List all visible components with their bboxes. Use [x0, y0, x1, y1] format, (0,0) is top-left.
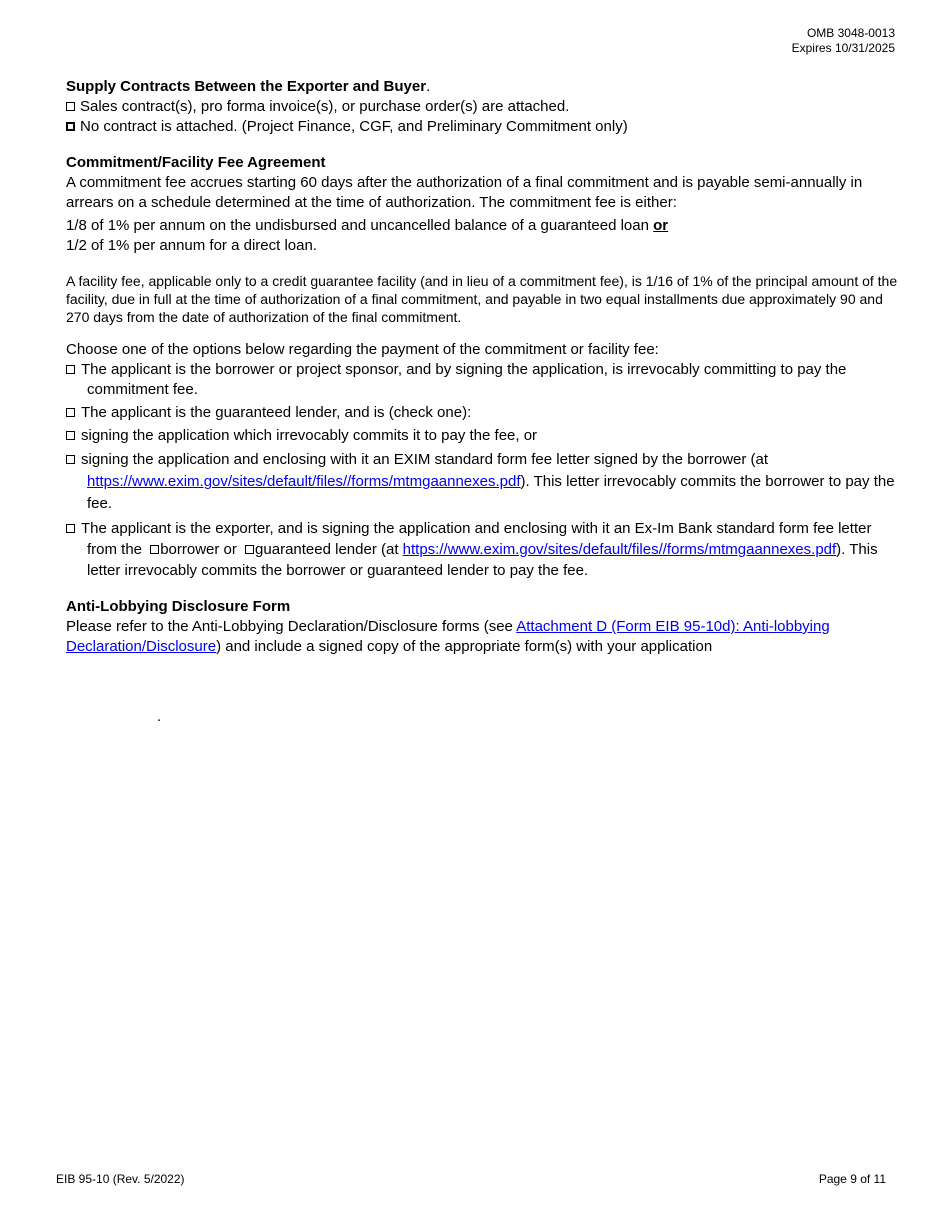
option-exporter[interactable]: The applicant is the exporter, and is signing the application and enclosing with it an Ex-Im Bank standard form fee letter from the borrower or guaranteed lender (at https://www.exim.gov/sites/default/files//forms/mtmgaannexes.pdf). This letter irrevocably commits the borrower or guaranteed lender to pay the fee. — [66, 518, 900, 581]
supply-option-attached[interactable]: Sales contract(s), pro forma invoice(s), or purchase order(s) are attached. — [66, 97, 900, 117]
exporter-fee-letter-link[interactable]: https://www.exim.gov/sites/default/files//forms/mtmgaannexes.pdf — [402, 541, 837, 558]
stray-dot: . — [157, 708, 162, 725]
option-enclose-fee-letter[interactable]: signing the application and enclosing with it an EXIM standard form fee letter signed by the borrower (at https://www.exim.gov/sites/default/files//forms/mtmgaannexes.pdf). This letter irrevocably commits the borrower to pay the fee. — [66, 449, 900, 515]
checkbox-icon[interactable] — [66, 431, 75, 440]
choose-option-text: Choose one of the options below regarding the payment of the commitment or facility fee: — [66, 341, 659, 358]
lobby-paragraph: Please refer to the Anti-Lobbying Declaration/Disclosure forms (see Attachment D (Form EIB 95-10d): Anti-lobbying Declaration/Disclosure) and include a signed copy of the appropriate form(s) with your application — [66, 618, 830, 655]
lobby-heading: Anti-Lobbying Disclosure Form — [66, 598, 291, 615]
checkbox-icon[interactable] — [66, 524, 75, 533]
fee-heading: Commitment/Facility Fee Agreement — [66, 154, 326, 171]
supply-section: Supply Contracts Between the Exporter and Buyer. — [66, 78, 431, 95]
omb-number: OMB 3048-0013 — [806, 26, 895, 40]
checkbox-icon[interactable] — [66, 122, 75, 131]
fee-paragraph: A commitment fee accrues starting 60 days after the authorization of a final commitment and is payable semi-annually in arrears on a schedule determined at the time of authorization. The commitment fee is either: — [66, 174, 863, 211]
fee-direct-loan-line: 1/2 of 1% per annum for a direct loan. — [66, 237, 317, 254]
facility-fee-paragraph: A facility fee, applicable only to a credit guarantee facility (and in lieu of a commitment fee), is 1/16 of 1% of the principal amount of the facility, due in full at the time of authorization of a final commitment, and payable in two equal installments due approximately 90 and 270 days from the date of authorization of the final commitment. — [66, 273, 898, 325]
option-guaranteed-lender[interactable]: The applicant is the guaranteed lender, and is (check one): — [66, 403, 900, 423]
anti-lobbying-link[interactable]: Attachment D (Form EIB 95-10d): Anti-lobbying Declaration/Disclosure — [66, 618, 830, 655]
expiration-date: Expires 10/31/2025 — [791, 41, 895, 55]
option-borrower[interactable]: The applicant is the borrower or project sponsor, and by signing the application, is irrevocably committing to pay the commitment fee. — [66, 360, 900, 400]
fee-letter-link[interactable]: https://www.exim.gov/sites/default/files//forms/mtmgaannexes.pdf — [87, 473, 521, 490]
checkbox-icon[interactable] — [66, 102, 75, 111]
form-number: EIB 95-10 (Rev. 5/2022) — [56, 1172, 185, 1186]
checkbox-icon[interactable] — [66, 455, 75, 464]
page-content — [66, 77, 900, 657]
page-number: Page 9 of 11 — [818, 1172, 886, 1186]
omb-header — [792, 26, 895, 56]
supply-heading: Supply Contracts Between the Exporter and Buyer — [66, 78, 427, 95]
checkbox-icon[interactable] — [66, 408, 75, 417]
fee-guaranteed-loan-line: 1/8 of 1% per annum on the undisbursed and uncancelled balance of a guaranteed loan or — [66, 217, 669, 234]
checkbox-icon[interactable] — [66, 365, 75, 374]
supply-option-no-contract[interactable]: No contract is attached. (Project Finance, CGF, and Preliminary Commitment only) — [66, 117, 900, 137]
option-sign-application[interactable]: signing the application which irrevocably commits it to pay the fee, or — [66, 426, 900, 446]
checkbox-guaranteed-lender[interactable] — [245, 545, 254, 554]
checkbox-borrower[interactable] — [150, 545, 159, 554]
